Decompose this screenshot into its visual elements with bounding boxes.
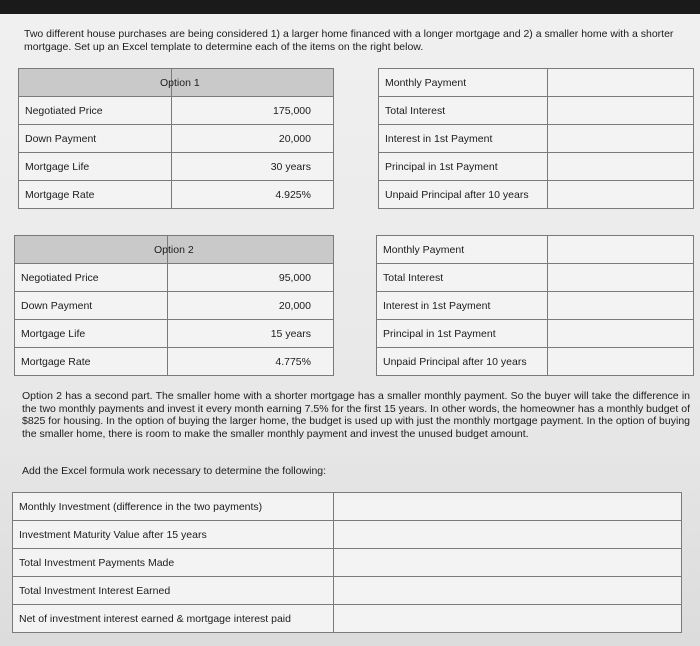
option2-value-rate[interactable]: 4.775%	[168, 348, 334, 376]
intro-text: Two different house purchases are being considered 1) a larger home financed with a longer mortgage and 2) a smaller home with a shorter mortgage. Set up an Excel template to determine each of the items on the right below.	[24, 28, 674, 53]
option2-row-down	[15, 292, 334, 320]
investment-label-net: Net of investment interest earned & mortgage interest paid	[13, 605, 334, 633]
option1-value-price[interactable]: 175,000	[172, 97, 334, 125]
investment-row	[13, 521, 682, 549]
option2-value-down[interactable]: 20,000	[168, 292, 334, 320]
option2-row-rate	[15, 348, 334, 376]
option2-output-unpaid: Unpaid Principal after 10 years	[377, 348, 548, 376]
option1-outputs-table	[378, 68, 694, 209]
option2-row-life	[15, 320, 334, 348]
investment-label-maturity: Investment Maturity Value after 15 years	[13, 521, 334, 549]
option1-row-life	[19, 153, 334, 181]
investment-row	[13, 549, 682, 577]
option1-row-price	[19, 97, 334, 125]
option2-output-principal-first-cell[interactable]	[548, 320, 694, 348]
option2-output-monthly-cell[interactable]	[548, 236, 694, 264]
investment-label-interest: Total Investment Interest Earned	[13, 577, 334, 605]
option2-part2-text: Option 2 has a second part. The smaller home with a shorter mortgage has a smaller monthly payment. So the buyer will take the difference in the two monthly payments and invest it every month earning 7.5% for the first 15 years. In other words, the homeowner has a monthly budget of $825 for housing. In the option of buying the larger home, the budget is used up with just the monthly mortgage payment. In the option of buying the smaller home, there is room to make the smaller monthly payment and invest the unused budget amount.	[22, 390, 690, 440]
option2-value-life[interactable]: 15 years	[168, 320, 334, 348]
option1-output-monthly: Monthly Payment	[379, 69, 548, 97]
investment-row	[13, 493, 682, 521]
option2-output-total-interest-cell[interactable]	[548, 264, 694, 292]
option2-label-life: Mortgage Life	[15, 320, 168, 348]
option1-output-total-interest: Total Interest	[379, 97, 548, 125]
investment-cell-maturity[interactable]	[334, 521, 682, 549]
investment-label-monthly: Monthly Investment (difference in the two payments)	[13, 493, 334, 521]
option1-output-principal-first: Principal in 1st Payment	[379, 153, 548, 181]
option2-header-label: Option 2	[154, 243, 194, 256]
option1-header-label: Option 1	[160, 76, 200, 89]
option1-output-interest-first-cell[interactable]	[548, 125, 694, 153]
option2-row-price	[15, 264, 334, 292]
investment-row	[13, 605, 682, 633]
option2-output-interest-first: Interest in 1st Payment	[377, 292, 548, 320]
option1-table	[18, 68, 334, 209]
option1-label-rate: Mortgage Rate	[19, 181, 172, 209]
option2-value-price[interactable]: 95,000	[168, 264, 334, 292]
investment-cell-interest[interactable]	[334, 577, 682, 605]
formula-prompt: Add the Excel formula work necessary to determine the following:	[22, 465, 327, 477]
option1-label-price: Negotiated Price	[19, 97, 172, 125]
option1-output-principal-first-cell[interactable]	[548, 153, 694, 181]
option2-outputs-table	[376, 235, 694, 376]
option1-value-rate[interactable]: 4.925%	[172, 181, 334, 209]
option1-value-down[interactable]: 20,000	[172, 125, 334, 153]
option2-output-interest-first-cell[interactable]	[548, 292, 694, 320]
option1-output-total-interest-cell[interactable]	[548, 97, 694, 125]
investment-cell-payments[interactable]	[334, 549, 682, 577]
option1-value-life[interactable]: 30 years	[172, 153, 334, 181]
option1-header-blank	[19, 69, 172, 97]
option1-row-rate	[19, 181, 334, 209]
investment-cell-net[interactable]	[334, 605, 682, 633]
option2-header	[154, 236, 334, 264]
investment-table	[12, 492, 682, 633]
option1-output-interest-first: Interest in 1st Payment	[379, 125, 548, 153]
option2-output-unpaid-cell[interactable]	[548, 348, 694, 376]
option1-label-down: Down Payment	[19, 125, 172, 153]
option2-header-blank	[15, 236, 168, 264]
investment-label-payments: Total Investment Payments Made	[13, 549, 334, 577]
option2-table	[14, 235, 334, 376]
option2-label-down: Down Payment	[15, 292, 168, 320]
option1-output-unpaid-cell[interactable]	[548, 181, 694, 209]
option2-label-rate: Mortgage Rate	[15, 348, 168, 376]
option1-label-life: Mortgage Life	[19, 153, 172, 181]
option1-header	[160, 69, 334, 97]
option2-output-monthly: Monthly Payment	[377, 236, 548, 264]
worksheet-page	[0, 14, 700, 646]
option2-label-price: Negotiated Price	[15, 264, 168, 292]
option2-output-principal-first: Principal in 1st Payment	[377, 320, 548, 348]
option2-output-total-interest: Total Interest	[377, 264, 548, 292]
investment-cell-monthly[interactable]	[334, 493, 682, 521]
option1-output-monthly-cell[interactable]	[548, 69, 694, 97]
investment-row	[13, 577, 682, 605]
option1-row-down	[19, 125, 334, 153]
option1-output-unpaid: Unpaid Principal after 10 years	[379, 181, 548, 209]
